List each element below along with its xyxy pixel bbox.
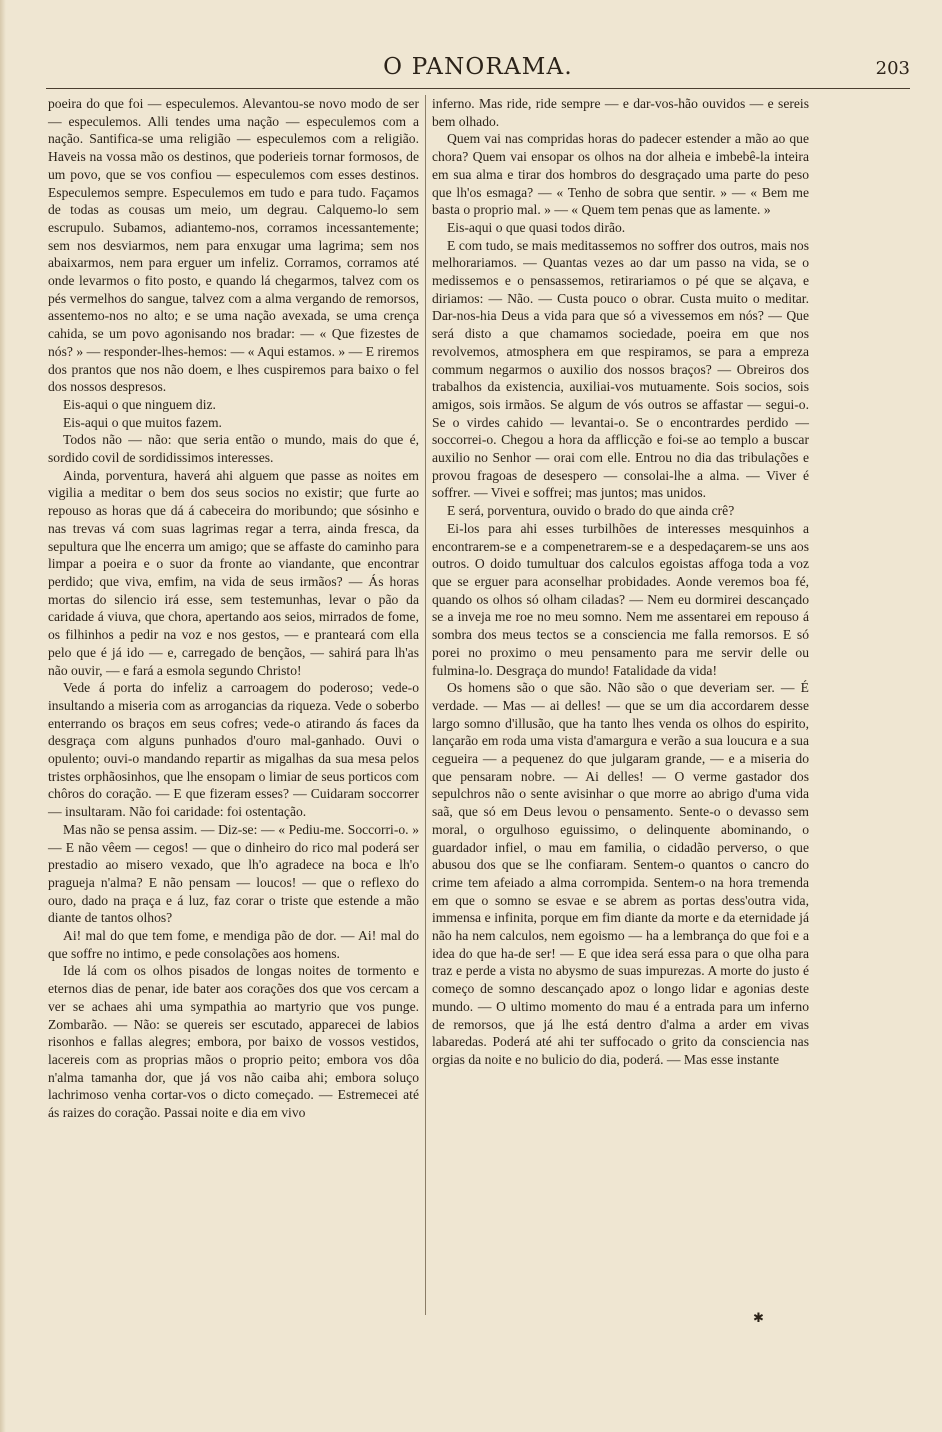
paragraph: Vede á porta do infeliz a carroagem do poderoso; vede-o insultando a miseria com as arrogancias da riqueza. Vede o soberbo enterrando os braços em seus cofres; vede-o atirando ás faces da desgraça com alguns punhados d'ouro mal-ganhado. Ouvi o opulento; ouvi-o mandando repartir as migalhas da sua mesa pelos tristes orphãosinhos, que lhe ensopam o limiar de seus porticos com chôros do coração. — E que fizeram esses? — Cuidaram soccorrer — insultaram. Não foi caridade: foi ostentação. [48,680,419,820]
paragraph: Eis-aqui o que quasi todos dirão. [447,219,626,235]
page-spine-shadow [0,0,6,1432]
page-number: 203 [875,58,910,79]
signature-mark: ✱ [753,1311,764,1326]
paragraph: Ai! mal do que tem fome, e mendiga pão de dor. — Ai! mal do que soffre no intimo, e pede consolações aos homens. [48,928,419,961]
paragraph: Quem vai nas compridas horas do padecer estender a mão ao que chora? Quem vai ensopar os olhos na dor alheia e imbebê-la inteira em sua alma e tirar dos hombros do desgraçado uma parte do peso que lh'os esmaga? — « Tenho de sobra que sentir. » — « Bem me basta o proprio mal. » — « Quem tem penas que as lamente. » [432,131,809,218]
paragraph: Ei-los para ahi esses turbilhões de interesses mesquinhos a encontrarem-se e a compenetrarem-se e a despedaçarem-se uns aos outros. O doido tumultuar dos calculos egoistas affoga toda a voz que se erguer para aconselhar probidades. Aonde veremos boa fé, quando os olhos só olham ciladas? — Nem eu dormirei descançado se a inveja me roe no meu somno. Nem me assentarei em repouso á sombra dos meus tectos se a consciencia me falla remorsos. E só porei no proximo o meu pensamento para me servir delle ou fulmina-lo. Desgraça do mundo! Fatalidade da vida! [432,520,809,678]
column-divider [425,95,426,1315]
running-title: O PANORAMA. [383,54,573,80]
paragraph: inferno. Mas ride, ride sempre — e dar-vos-hão ouvidos — e sereis bem olhado. [432,96,809,129]
paragraph: E com tudo, se mais meditassemos no soffrer dos outros, mais nos melhorariamos. — Quantas vezes ao dar um passo na vida, se o medissemos e o pensassemos, retirariamos o pé que se alçava, e diriamos: — Não. — Custa pouco o obrar. Custa muito o meditar. Dar-nos-hia Deus a vida para que só a vivessemos em nós? — Que será disto a que chamamos sociedade, poeira em que nos revolvemos, atmosphera em que respiramos, se para a empreza commum negarmos o auxilio dos nossos braços? — Obreiros dos trabalhos da existencia, auxiliai-vos mutuamente. Sois socios, sois amigos, sois irmãos. Se algum de vós outros se affastar — segui-o. Se o virdes cahido — levantai-o. Se o encontrardes perdido — soccorrei-o. Chegou a hora da afflicção e foi-se ao templo a buscar auxilio no Senhor — orai com elle. Entrou no dia das tribulações e provou fragoas de desespero — consolai-lhe a alma. — Viver é soffrer. — Vivei e soffrei; mas juntos; mas unidos. [432,237,809,501]
paragraph: E será, porventura, ouvido o brado do que ainda crê? [447,503,735,519]
paragraph: Mas não se pensa assim. — Diz-se: — « Pediu-me. Soccorri-o. » — E não vêem — cegos! — que o dinheiro do rico mal poderá ser prestadio ao misero vexado, que lh'o agradece na boca e lh'o praguejа n'alma? E não pensam — loucos! — que o reflexo do ouro, dado na praça e á luz, faz corar o triste que estende a mão diante de tantos olhos? [48,821,419,926]
paragraph: poeira do que foi — especulemos. Alevantou-se novo modo de ser — especulemos. Alli tendes uma nação — especulemos com a nação. Santifica-se uma religião — especulemos com a religião. Haveis na vossa mão os destinos, que poderieis tornar formosos, de um povo, que se vos confiou — especulemos com esses destinos. Especulemos sempre. Especulemos em tudo e para tudo. Façamos de todas as cousas um meio, um degrau. Calquemo-lo sem escrupulo. Subamos, adiantemo-nos, corramos incessantemente; sem nos desviarmos, nem para enxugar uma lagrima; sem nos abaixarmos, nem para erguer um infeliz. Corramos, corramos até onde levarmos o fito posto, e quando lá chegarmos, talvez com os pés vermelhos do sangue, talvez com a alma vergando de remorsos, assentemo-nos no alto; e se uma nação avexada, se uma crença cahida, se um povo agonisando nos bradar: — « Que fizestes de nós? » — responder-lhes-hemos: — « Aqui estamos. » — E riremos dos prantos que nos não doem, e lhes cuspiremos para baixo o fel dos nossos despresos. [48,96,419,395]
header-rule [46,88,910,89]
paragraph: Todos não — não: que seria então o mundo, mais do que é, sordido covil de sordidissimos interesses. [48,432,419,466]
paragraph: Os homens são o que são. Não são o que deveriam ser. — É verdade. — Mas — ai delles! — que se um dia accordarem desse largo somno d'illusão, que ha tanto lhes venda os olhos do espirito, lançarão em roda uma vista d'amargura e verão a sua loucura e a sua cegueira — a pequenez do que julgaram grande, — e a miseria do que pensaram nobre. — Ai delles! — O verme gastador dos sepulchros não o sente avisinhar o que morre ao abrigo d'uma vida saã, que só em Deus levou o pensamento. Sente-o o devasso sem moral, o orgulhoso eguissimo, o delinquente abominando, o guardador infiel, o mau em familia, o cidadão perverso, o que abusou dos que se lhe confiaram. Sentem-o quantos o cancro do crime tem afeiado a alma corrompida. Sentem-o na hora tremenda em que o somno se esvae e se abrem as portas dess'outra vida, immensa e infinita, porque em fim diante da morte e da eternidade já não ha nem calculos, nem egoismo — ha a lembrança do que foi e a idea do que ha-de ser! — E que idea será essa para o que olha para traz e perde a vista no abysmo de suas impurezas. A morte do justo é começo de somno descançado apoz o longo lidar e agonias deste mundo. — O ultimo momento do mau é a entrada para um inferno de remorsos, que já lhe está dentro d'alma a arder em vivas labaredas. Poderá até ahi ter suffocado o grito da consciencia nas orgias da noite e no bulicio do dia, poderá. — Mas esse instante [432,680,809,1067]
paragraph: Ide lá com os olhos pisados de longas noites de tormento e eternos dias de penar, ide bater aos corações dos que vos cercam a ver se achaes ahi uma sympathia ao martyrio que vos punge. Zombarão. — Não: se quereis ser escutado, apparecei de labios risonhos e fallas alegres; embora, por baixo de vossos vestidos, lacereis com as proprias mãos o proprio peito; embora vos dôa n'alma tamanha dor, que já vos não caiba ahi; embora soluço lachrimoso venha cortar-vos o dicto começado. — Estremecei até ás raizes do coração. Passai noite e dia em vivo [48,963,419,1121]
paragraph: Eis-aqui o que muitos fazem. [63,414,222,430]
page-header [46,50,910,90]
paragraph: Eis-aqui o que ninguem diz. [63,396,216,412]
right-column [432,95,809,1310]
paragraph: Ainda, porventura, haverá ahi alguem que passe as noites em vigilia a meditar o bem dos seus socios no existir; que furte ao repouso as horas que dá á cabeceira do moribundo; que sósinho e nas trevas vá com suas lagrimas regar a terra, ainda fresca, da sepultura que lhe encerra um amigo; que se affaste do caminho para limpar a poeira e o suor da fronte ao viandante, que encontrar perdido; que viva, emfim, na vida de seus irmãos? — Ás horas mortas do silencio irá esse, sem testemunhas, levar o pão da caridade á viuva, que chora, apertando aos seios, mirrados de fome, os filhinhos a pedir na voz e nos gestos, — e pranteará com ella pelo que é já ido — e, carregado de bençãos, — sahirá para lh'as não ouvir, — e fará a esmola segundo Christo! [48,467,419,678]
left-column [48,95,419,1310]
